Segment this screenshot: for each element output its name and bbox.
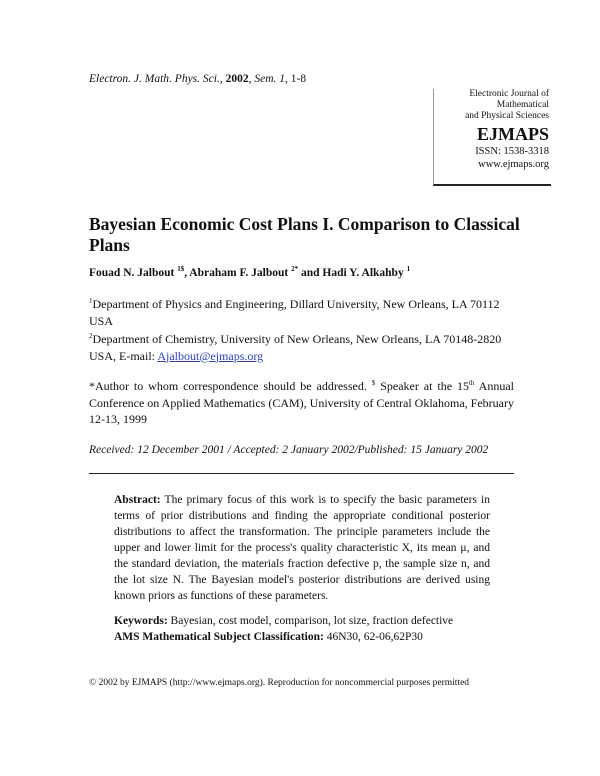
correspondence-part2: Speaker at the 15 — [375, 379, 469, 393]
horizontal-divider — [89, 473, 514, 474]
citation-year: 2002 — [225, 73, 249, 85]
citation-pages: , 1-8 — [285, 73, 307, 85]
email-link[interactable]: Ajalbout@ejmaps.org — [157, 348, 264, 363]
affiliation-1 — [89, 296, 519, 329]
citation-issue: Sem. 1 — [254, 73, 286, 85]
journal-box — [433, 89, 551, 186]
author-2-sup: 2* — [291, 265, 299, 274]
journal-brand: EJMAPS — [477, 124, 549, 144]
abstract-text: The primary focus of this work is to specify the basic parameters in terms of prior distributions and finding the appropriate conditional posterior distributions to affect the transformation. The principle parameters include the upper and lower limit for the process's quality characteristic X, its mean μ, and the standard deviation, the materials fraction defective p, the sample size n, and the lot size N. The Bayesian model's posterior distributions are derived using known priors as functions of these parameters. — [114, 494, 490, 602]
paper-title: Bayesian Economic Cost Plans I. Comparison to Classical Plans — [89, 214, 520, 255]
affiliation-2 — [89, 331, 519, 364]
author-3-sup: 1 — [406, 265, 411, 274]
correspondence-note — [89, 378, 514, 428]
author-list — [89, 267, 410, 279]
keywords-text: Bayesian, cost model, comparison, lot size, fraction defective — [167, 615, 454, 627]
received-dates: Received: 12 December 2001 / Accepted: 2 January 2002/Published: 15 January 2002 — [89, 444, 489, 456]
keywords-line — [114, 613, 494, 629]
journal-issn: ISSN: 1538-3318 — [475, 146, 549, 157]
correspondence-th-sup: th — [468, 379, 475, 387]
affiliation-2-number: 2 — [89, 332, 93, 340]
affiliation-2-text: Department of Chemistry, University of New Orleans, New Orleans, LA 70148-2820 USA, E-mail: — [89, 332, 502, 363]
correspondence-dollar-sup: $ — [371, 379, 376, 387]
journal-name-line3: and Physical Sciences — [465, 111, 549, 121]
journal-name-line1: Electronic Journal of — [469, 89, 549, 99]
abstract-label: Abstract: — [114, 494, 161, 506]
author-2: , Abraham F. Jalbout — [184, 267, 289, 279]
correspondence-part1: *Author to whom correspondence should be addressed. — [89, 379, 372, 393]
citation-journal: Electron. J. Math. Phys. Sci., — [89, 73, 223, 85]
citation-line: Electron. J. Math. Phys. Sci., 2002, Sem. 1, 1-8 — [89, 73, 307, 85]
journal-name-line2: Mathematical — [496, 100, 549, 110]
ams-label: AMS Mathematical Subject Classification: — [114, 631, 324, 643]
copyright-footer: © 2002 by EJMAPS (http://www.ejmaps.org). Reproduction for noncommercial purposes permitted — [89, 678, 470, 688]
journal-website: www.ejmaps.org — [478, 159, 549, 170]
ams-text: 46N30, 62-06,62P30 — [323, 631, 423, 643]
author-1: Fouad N. Jalbout — [89, 267, 175, 279]
abstract-block — [114, 492, 490, 604]
affiliation-1-number: 1 — [89, 297, 93, 305]
affiliation-1-text: Department of Physics and Engineering, Dillard University, New Orleans, LA 70112 USA — [89, 297, 500, 328]
ams-classification-line — [114, 629, 494, 645]
correspondence-part3: Annual Conference on Applied Mathematics (CAM), University of Central Oklahoma, February 12-13, 1999 — [89, 379, 514, 426]
author-3: and Hadi Y. Alkahby — [298, 267, 404, 279]
keywords-label: Keywords: — [114, 615, 168, 627]
author-1-sup: 1$ — [177, 265, 185, 274]
